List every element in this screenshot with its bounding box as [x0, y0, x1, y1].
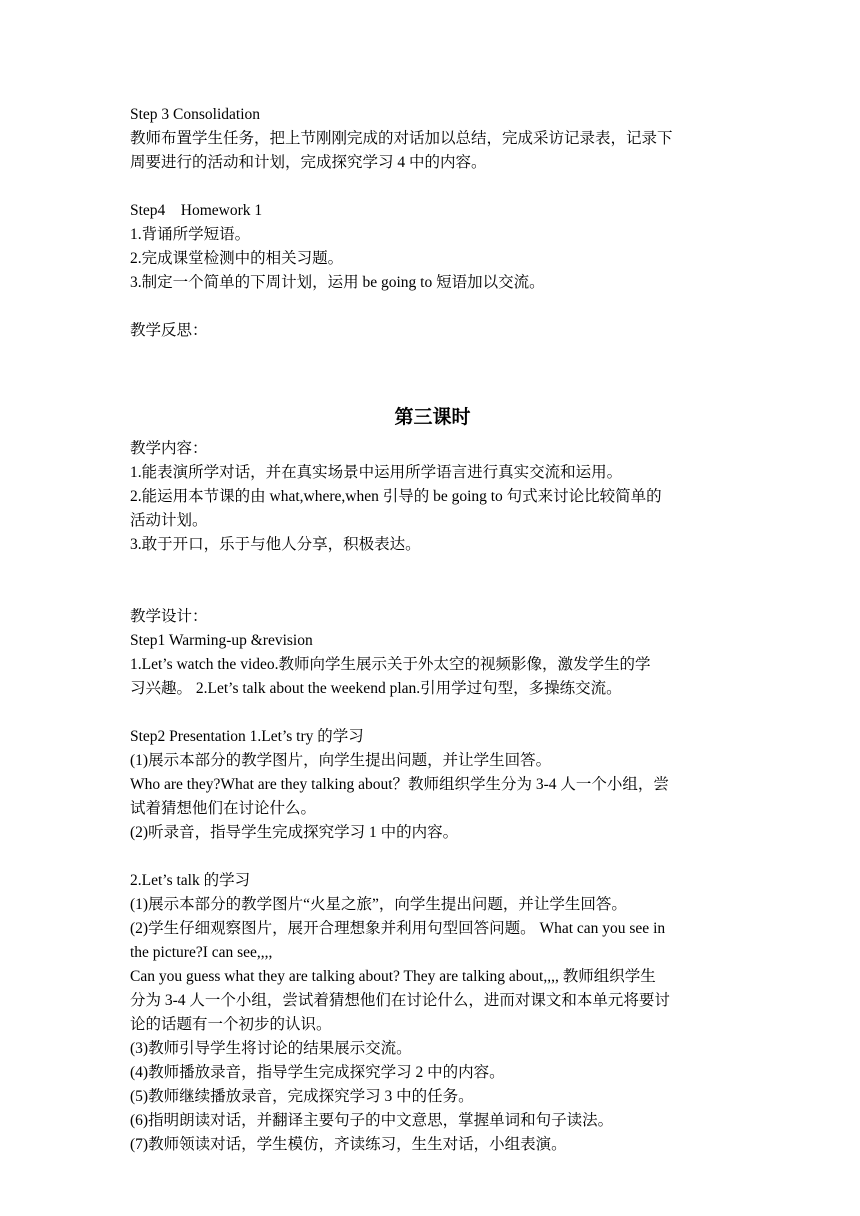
spacer — [130, 557, 735, 581]
spacer — [130, 343, 735, 367]
step1-line-2: 习兴趣。 2.Let’s talk about the weekend plan.引用学过句型，多操练交流。 — [130, 680, 622, 697]
talk-line-10: (6)指明朗读对话，并翻译主要句子的中文意思，掌握单词和句子读法。 — [130, 1112, 614, 1129]
content-label: 教学内容： — [130, 440, 208, 457]
step1-line-1: 1.Let’s watch the video.教师向学生展示关于外太空的视频影像，激发学生的学 — [130, 656, 651, 673]
spacer — [130, 367, 735, 391]
step4-item: 1.背诵所学短语。 — [130, 226, 251, 243]
spacer — [130, 845, 735, 869]
talk-line-6: 论的话题有一个初步的认识。 — [130, 1016, 332, 1033]
step3-title: Step 3 Consolidation — [130, 106, 261, 123]
talk-line-9: (5)教师继续播放录音，完成探究学习 3 中的任务。 — [130, 1088, 474, 1105]
spacer — [130, 175, 735, 199]
talk-line-8: (4)教师播放录音，指导学生完成探究学习 2 中的内容。 — [130, 1064, 505, 1081]
step2-line-1: (1)展示本部分的教学图片，向学生提出问题，并让学生回答。 — [130, 752, 552, 769]
step1-title: Step1 Warming-up &revision — [130, 632, 313, 649]
content-line-4: 3.敢于开口，乐于与他人分享，积极表达。 — [130, 536, 421, 553]
step4-title: Step4 Homework 1 — [130, 202, 263, 219]
step4-item: 3.制定一个简单的下周计划，运用 be going to 短语加以交流。 — [130, 274, 545, 291]
talk-line-3: the picture?I can see,,,, — [130, 944, 273, 961]
step3-body-line-2: 周要进行的活动和计划，完成探究学习 4 中的内容。 — [130, 154, 487, 171]
spacer — [130, 701, 735, 725]
talk-line-7: (3)教师引导学生将讨论的结果展示交流。 — [130, 1040, 412, 1057]
step2-line-4: (2)听录音，指导学生完成探究学习 1 中的内容。 — [130, 824, 459, 841]
talk-line-1: (1)展示本部分的教学图片“火星之旅”，向学生提出问题，并让学生回答。 — [130, 896, 627, 913]
talk-line-11: (7)教师领读对话，学生模仿，齐读练习，生生对话，小组表演。 — [130, 1136, 567, 1153]
content-line-1: 1.能表演所学对话，并在真实场景中运用所学语言进行真实交流和运用。 — [130, 464, 623, 481]
talk-line-5: 分为 3-4 人一个小组，尝试着猜想他们在讨论什么，进而对课文和本单元将要讨 — [130, 992, 670, 1009]
step2-line-2: Who are they?What are they talking about？教师组织学生分为 3-4 人一个小组，尝 — [130, 776, 669, 793]
document-page — [130, 103, 735, 1157]
content-line-2: 2.能运用本节课的由 what,where,when 引导的 be going to 句式来讨论比较简单的 — [130, 488, 662, 505]
step2-line-3: 试着猜想他们在讨论什么。 — [130, 800, 317, 817]
spacer — [130, 581, 735, 605]
step3-body-line-1: 教师布置学生任务，把上节刚刚完成的对话加以总结，完成采访记录表，记录下 — [130, 130, 673, 147]
talk-line-4: Can you guess what they are talking about? They are talking about,,,, 教师组织学生 — [130, 968, 656, 985]
spacer — [130, 295, 735, 319]
talk-line-2: (2)学生仔细观察图片，展开合理想象并利用句型回答问题。 What can you see in — [130, 920, 666, 937]
talk-title: 2.Let’s talk 的学习 — [130, 872, 251, 889]
step2-title: Step2 Presentation 1.Let’s try 的学习 — [130, 728, 364, 745]
content-line-3: 活动计划。 — [130, 512, 208, 529]
reflection-label: 教学反思： — [130, 322, 208, 339]
step4-item: 2.完成课堂检测中的相关习题。 — [130, 250, 344, 267]
design-label: 教学设计： — [130, 608, 208, 625]
lesson-heading: 第三课时 — [394, 406, 471, 428]
